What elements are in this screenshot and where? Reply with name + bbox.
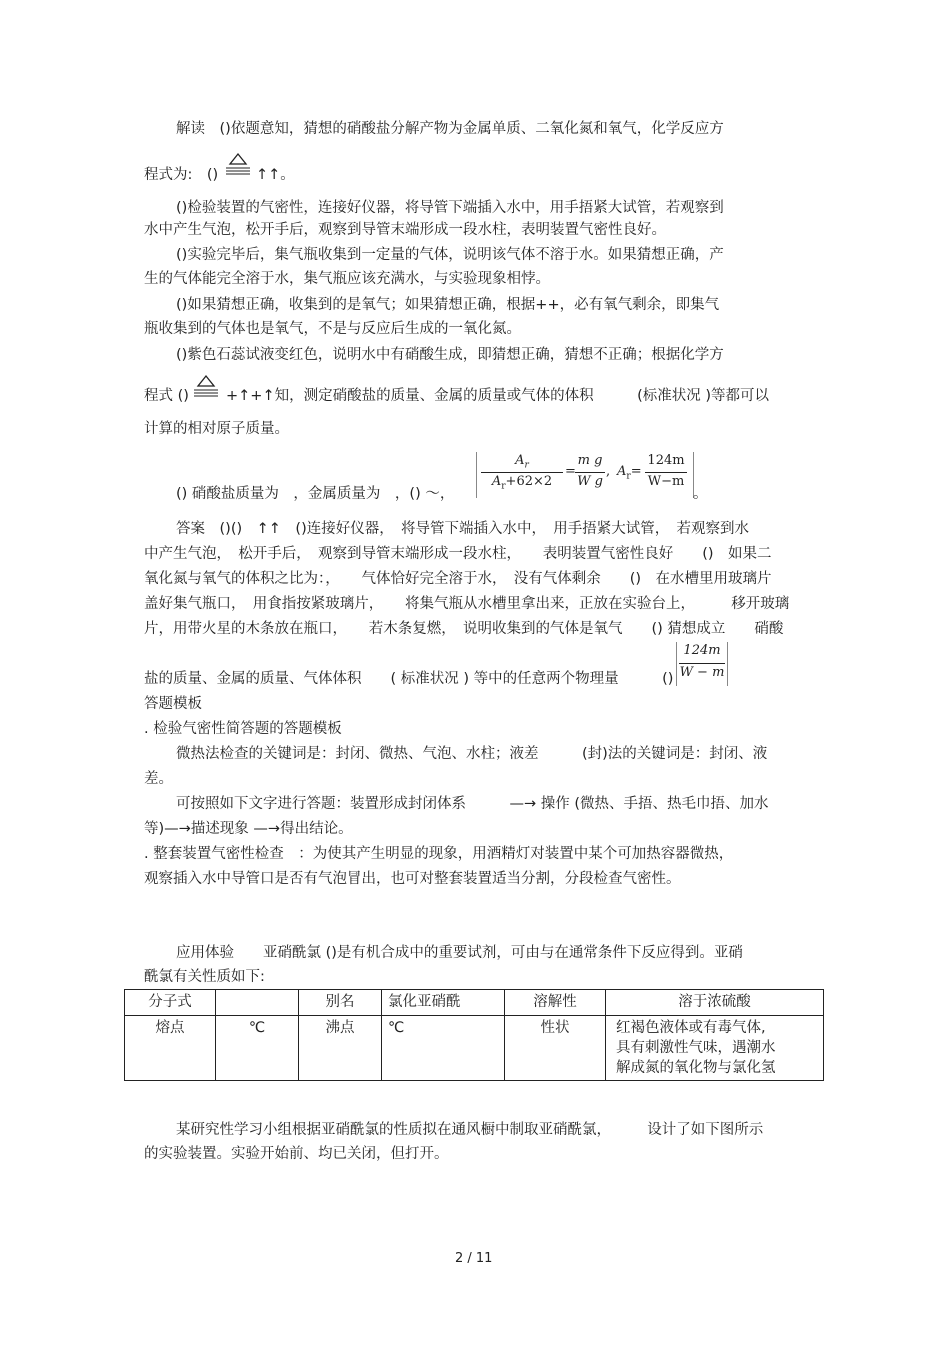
text-line: . 整套装置气密性检查 ：为使其产生明显的现象，用酒精灯对装置中某个可加热容器微热，	[144, 846, 734, 862]
table-cell: 溶于浓硫酸	[606, 990, 824, 1016]
formula-denom-ar: A	[491, 474, 502, 489]
text-line: 中产生气泡， 松开手后， 观察到导管末端形成一段水柱， 表明装置气密性良好 () 如果二	[144, 546, 772, 562]
cell-line: 具有刺激性气味，遇潮水	[616, 1040, 776, 1056]
text-line: ↑↑。	[256, 167, 295, 183]
text-line: 差。	[144, 771, 173, 787]
table-cell: 沸点	[299, 1016, 382, 1081]
table-cell: 别名	[299, 990, 382, 1016]
text-line: 生的气体能完全溶于水，集气瓶应该充满水，与实验现象相悖。	[144, 271, 550, 287]
formula-ar-sub: r	[524, 460, 529, 471]
section-heading: 答题模板	[144, 696, 202, 712]
formula-denom-sub: r	[501, 481, 506, 492]
text-line: 酰氯有关性质如下:	[144, 969, 265, 985]
table-cell: ℃	[216, 1016, 299, 1081]
text-line: 微热法检查的关键词是：封闭、微热、气泡、水柱；液差 (封)法的关键词是：封闭、液	[176, 746, 768, 762]
formula-rhs-den: W−m	[647, 474, 685, 489]
properties-table	[124, 989, 824, 1081]
answer-formula-num: 124m	[683, 643, 721, 658]
table-cell	[216, 990, 299, 1016]
text-line: 的实验装置。实验开始前、均已关闭，但打开。	[144, 1146, 449, 1162]
text-line: 答案 ()() ↑↑ ()连接好仪器， 将导管下端插入水中， 用手捂紧大试管， 若观察到水	[176, 521, 749, 537]
heating-delta-symbol	[225, 152, 251, 176]
text-line: 等)—→描述现象 —→得出结论。	[144, 821, 353, 837]
text-line: . 检验气密性简答题的答题模板	[144, 721, 342, 737]
text-line: 应用体验 亚硝酰氯 ()是有机合成中的重要试剂，可由与在通常条件下反应得到。亚硝	[176, 945, 743, 961]
text-line: 氧化氮与氧气的体积之比为：， 气体恰好完全溶于水， 没有气体剩余 () 在水槽里用玻璃片	[144, 571, 772, 587]
formula-mg: m g	[577, 453, 603, 468]
text-line: 程式 ()	[144, 388, 189, 404]
text-line: 盐的质量、金属的质量、气体体积 ( 标准状况 ) 等中的任意两个物理量 ()	[144, 671, 674, 687]
heating-delta-symbol	[193, 374, 219, 398]
text-line: +↑+↑知，测定硝酸盐的质量、金属的质量或气体的体积 (标准状况 )等都可以	[226, 388, 770, 404]
page-number: 2 / 11	[455, 1251, 493, 1266]
text-line: 某研究性学习小组根据亚硝酰氯的性质拟在通风橱中制取亚硝酰氯， 设计了如下图所示	[176, 1122, 764, 1138]
table-cell: 分子式	[125, 990, 216, 1016]
text-line: ()检验装置的气密性，连接好仪器，将导管下端插入水中，用手捂紧大试管，若观察到	[176, 200, 724, 216]
text-line: 解读 ()依题意知，猜想的硝酸盐分解产物为金属单质、二氧化氮和氧气，化学反应方	[176, 121, 724, 137]
table-cell: 性状	[505, 1016, 606, 1081]
formula-denom-tail: +62×2	[505, 474, 553, 489]
table-cell: 溶解性	[505, 990, 606, 1016]
text-line: 计算的相对原子质量。	[144, 421, 289, 437]
text-line: 观察插入水中导管口是否有气泡冒出，也可对整套装置适当分割，分段检查气密性。	[144, 871, 681, 887]
table-cell: 氯化亚硝酰	[382, 990, 505, 1016]
text-line: 瓶收集到的气体也是氧气，不是与反应后生成的一氧化氮。	[144, 321, 521, 337]
text-line: ()如果猜想正确，收集到的是氧气；如果猜想正确，根据++，必有氧气剩余，即集气	[176, 297, 720, 313]
formula-comma: ,	[606, 464, 611, 479]
formula-wg: W g	[577, 474, 603, 489]
text-line: 水中产生气泡，松开手后，观察到导管末端形成一段水柱，表明装置气密性良好。	[144, 222, 666, 238]
formula-rhs-num: 124m	[647, 453, 685, 468]
text-line: () 硝酸盐质量为 ，金属质量为 ，() ～，	[176, 486, 455, 502]
cell-line: 解成氮的氧化物与氯化氢	[616, 1060, 776, 1076]
text-line: ()紫色石蕊试液变红色，说明水中有硝酸生成，即猜想正确，猜想不正确；根据化学方	[176, 347, 724, 363]
text-line: 盖好集气瓶口， 用食指按紧玻璃片， 将集气瓶从水槽里拿出来，正放在实验台上， 移开玻璃	[144, 596, 790, 612]
answer-formula	[676, 642, 728, 686]
table-row	[125, 1016, 824, 1081]
text-line: 。	[693, 486, 708, 502]
formula-relative-atomic-mass: $A_r$ $A_r+62\times 2$ = m g W g , $A_r=$ 124m W−m	[476, 452, 694, 498]
formula-ar: A	[515, 453, 525, 468]
table-cell	[606, 1016, 824, 1081]
table-cell: 熔点	[125, 1016, 216, 1081]
text-line: ()实验完毕后，集气瓶收集到一定量的气体，说明该气体不溶于水。如果猜想正确，产	[176, 247, 724, 263]
answer-formula-den: W − m	[679, 665, 725, 680]
text-line: 可按照如下文字进行答题：装置形成封闭体系 —→ 操作 (微热、手捂、热毛巾捂、加水	[176, 796, 769, 812]
table-cell: ℃	[382, 1016, 505, 1081]
text-line: 程式为: ()	[144, 167, 219, 183]
cell-line: 红褐色液体或有毒气体,	[616, 1020, 766, 1036]
table-row	[125, 990, 824, 1016]
text-line: 片，用带火星的木条放在瓶口， 若木条复燃， 说明收集到的气体是氧气 () 猜想成立 硝酸	[144, 621, 784, 637]
